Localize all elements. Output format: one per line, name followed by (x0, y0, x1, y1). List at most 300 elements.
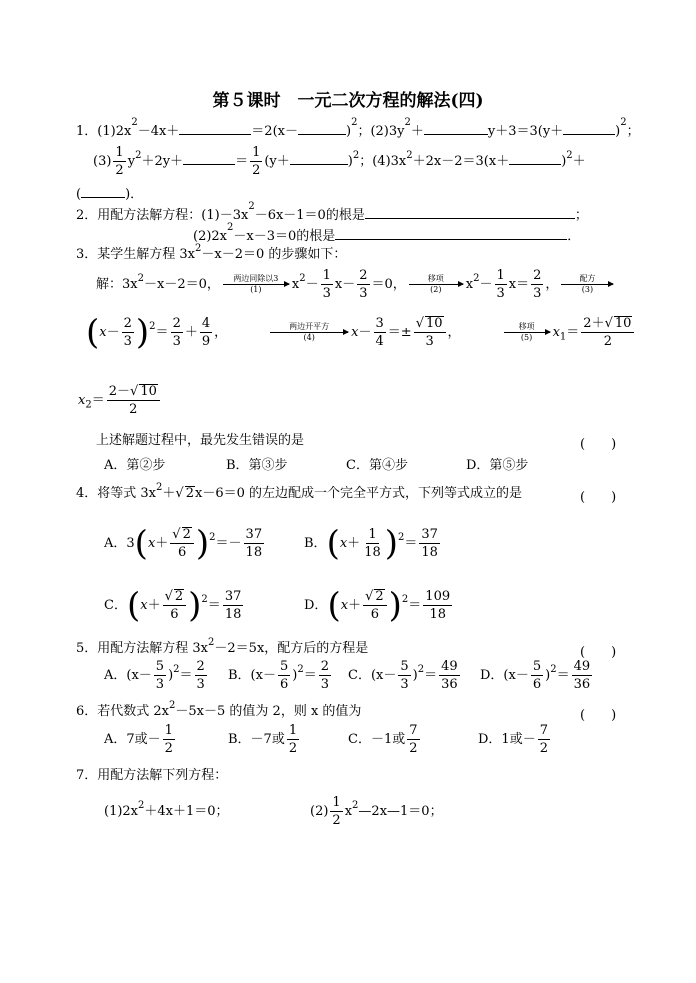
q4-option-c[interactable]: C．(x＋ $\frac{√ 2}{6}$ )$^2$＝ $\frac{37}{18}$ (104, 585, 242, 626)
q3-text: －x－2＝0 的步骤如下： (201, 247, 347, 262)
exponent: 2 (352, 150, 360, 161)
q7-text: —2x—1＝0； (358, 804, 443, 819)
q2-line1 (76, 201, 588, 224)
q4-text: ＋ (348, 598, 362, 613)
numerator: 7 (409, 723, 418, 738)
q3-text: x (99, 325, 107, 340)
exponent: 2 (131, 117, 138, 128)
q2-text: －6x－1＝0的根是 (254, 208, 365, 223)
denominator: 18 (224, 607, 242, 622)
q4-answer-paren[interactable]: ( ) (580, 490, 617, 505)
q4-text: ＋ (155, 536, 169, 551)
q1-text: ；(2)3y (357, 124, 405, 139)
q4-text: ＝ (408, 598, 422, 613)
fraction (321, 267, 333, 302)
fraction-sqrt: $\frac{2+√ 10}{2}$ (581, 315, 634, 350)
arrow-label: (3) (581, 285, 594, 294)
exponent: 2 (404, 117, 411, 128)
q1-text: ＋ (410, 124, 424, 139)
exponent: 2 (137, 273, 144, 284)
q6-answer-paren[interactable]: ( ) (580, 708, 617, 723)
q4-option-b[interactable]: B．(x＋ $\frac{1}{18}$ )$^2$＝ $\frac{37}{18}$ (304, 523, 438, 564)
exponent: 2 (138, 800, 145, 811)
fraction (538, 722, 550, 757)
radicand: 2 (174, 589, 184, 604)
q3-text: 解：3x (96, 277, 138, 292)
q1-text: ) (347, 154, 353, 169)
q4-text: ＝ (207, 598, 221, 613)
exponent: 2 (195, 243, 202, 254)
q3-text: ＋ (184, 325, 198, 340)
q3-step-line1 (96, 266, 616, 304)
fraction-sqrt: $\frac{√ 2}{6}$ (363, 588, 387, 623)
step-arrow-4 (270, 322, 348, 343)
q1-text: ＝2(x－ (251, 124, 298, 139)
subscript: 2 (85, 399, 92, 411)
exponent: 2 (398, 532, 405, 543)
denominator: 36 (441, 677, 458, 692)
q1-text: ； (626, 124, 640, 139)
q3-text: x (552, 325, 560, 340)
numerator: 3 (375, 316, 384, 331)
denominator: 18 (364, 545, 381, 560)
fraction (572, 658, 593, 693)
denominator: 18 (421, 545, 438, 560)
denominator: 2 (603, 334, 612, 349)
denominator: 2 (115, 163, 124, 178)
option-letter: C． (104, 598, 127, 613)
q1-line2 (93, 144, 586, 180)
q2-text: －x－3＝0的根是 (233, 229, 336, 244)
q2-number: 2． (76, 208, 98, 223)
numerator: 37 (224, 589, 242, 604)
fraction (423, 588, 452, 623)
arrow-label: 移项 (518, 322, 535, 331)
denominator: 36 (573, 677, 591, 692)
q2-text: ； (574, 208, 588, 223)
q6-text: 若代数式 2x (97, 704, 170, 719)
fraction (531, 658, 543, 693)
q3-text: ＝0， (371, 277, 406, 292)
numerator: 1 (368, 527, 377, 542)
denominator: 3 (359, 286, 368, 301)
step-arrow-3 (561, 274, 613, 295)
q4-stem: 4．将等式 $3x^2+√$ 2x－6＝0 的左边配成一个完全平方式，下列等式成立的是 (76, 482, 523, 501)
fraction (154, 658, 166, 693)
q3-text: － (358, 325, 372, 340)
denominator: 3 (425, 334, 434, 349)
fraction-sqrt: $\frac{√ 2}{6}$ (170, 526, 194, 561)
q3-text: －x－2＝0， (143, 277, 220, 292)
subscript: 1 (559, 331, 567, 343)
q5-answer-paren[interactable]: ( ) (580, 645, 617, 660)
radicand: 10 (426, 316, 443, 331)
fraction (531, 267, 543, 302)
q4-text: 将等式 3x (97, 486, 157, 501)
numerator: 2 (320, 659, 329, 674)
exponent: 2 (352, 800, 359, 811)
q1-text: ；(4)3x (359, 154, 407, 169)
q4-text: x (340, 598, 349, 613)
q3-text: x－ (334, 277, 356, 292)
fraction (495, 267, 507, 302)
denominator: 18 (245, 545, 263, 560)
numerator: 5 (532, 659, 542, 674)
q1-line1 (76, 117, 640, 140)
q3-text: ＝ (566, 325, 580, 340)
q5-text: ＝ (179, 668, 193, 683)
q4-text: － (228, 536, 242, 551)
denominator: 6 (279, 677, 289, 692)
q3-text: 2＋ (583, 316, 605, 331)
q3-text: x (78, 393, 86, 408)
radicand: 2 (182, 527, 191, 542)
q5-option-b[interactable] (228, 657, 333, 695)
fraction (244, 526, 265, 561)
q1-text: (y＋ (264, 154, 290, 169)
exponent: 2 (173, 664, 180, 675)
q1-blank-7[interactable] (509, 151, 561, 165)
q5-text: ) (545, 668, 551, 683)
q3-step-line2: (x－ $\frac{2}{3}$ )$^2$＝ $\frac{2}{3}$ ＋ $\frac{4}{9}$ ， 两边开平方 (4) x－ $\frac{3}{4}$ ＝± $\frac{√ 10}{3}$ ， 移项 (5) $x_1=$ $\frac{2+√ 10}{2}$ (86, 312, 636, 359)
q4-option-a[interactable]: A．3(x＋ $\frac{√ 2}{6}$ )$^2$＝－ $\frac{37}{18}$ (104, 523, 263, 564)
fraction (419, 526, 440, 561)
q6-stem (76, 700, 362, 720)
denominator: 9 (201, 334, 211, 349)
q1-text: ( (76, 187, 82, 202)
denominator: 2 (164, 741, 173, 756)
q5-option-a[interactable] (104, 657, 209, 695)
numerator: 1 (252, 145, 261, 160)
exponent: 2 (417, 664, 425, 675)
denominator: 3 (155, 677, 165, 692)
radicand: 2 (375, 589, 384, 604)
numerator: 1 (288, 723, 298, 738)
denominator: 2 (129, 402, 138, 417)
q7-text: ＋4x＋1＝0； (144, 804, 229, 819)
denominator: 2 (252, 163, 261, 178)
arrow-label: (2) (430, 285, 442, 294)
numerator: 2 (172, 316, 181, 331)
denominator: 3 (196, 677, 205, 692)
q1-blank-4[interactable] (563, 121, 615, 135)
fraction (439, 658, 460, 693)
q1-text: (3) (93, 154, 112, 169)
q5-text: 用配方法解方程 3x (97, 641, 209, 656)
q3-question: 上述解题过程中，最先发生错误的是 (96, 433, 305, 448)
q4-option-d[interactable]: D．(x＋ $\frac{√ 2}{6}$ )$^2$＝ $\frac{109}{18}$ (304, 585, 451, 626)
exponent: 2 (297, 664, 304, 675)
q1-blank-8[interactable] (81, 184, 125, 198)
fraction (122, 315, 134, 350)
step-arrow-1 (223, 274, 289, 295)
q3-text: ＝ (91, 393, 105, 408)
q4-text: ＝ (215, 536, 229, 551)
q2-text: ． (567, 229, 581, 244)
q7-text: 用配方法解下列方程： (97, 768, 228, 783)
denominator: 2 (332, 813, 341, 828)
q4-text: 3 (126, 536, 135, 551)
denominator: 2 (539, 741, 548, 756)
q1-text: ＋ (572, 154, 586, 169)
denominator: 3 (320, 677, 329, 692)
q4-text: ＋ (147, 598, 161, 613)
q5-option-c[interactable] (348, 657, 462, 695)
arrow-label: 两边开平方 (289, 322, 330, 331)
q4-text: x－6＝0 的左边配成一个完全平方式，下列等式成立的是 (195, 486, 523, 501)
numerator: 1 (496, 268, 505, 283)
q4-text: x (140, 598, 148, 613)
q3-option-c[interactable]: C．第④步 (346, 458, 408, 473)
radicand: 10 (614, 316, 632, 331)
q1-blank-5[interactable] (183, 151, 235, 165)
q4-text: ＝ (404, 536, 418, 551)
q4-text: ＋ (347, 536, 361, 551)
numerator: 37 (245, 527, 263, 542)
fraction (319, 658, 331, 693)
exponent: 2 (351, 117, 358, 128)
q6-number: 6． (76, 704, 98, 719)
q1-text: ＝ (235, 154, 249, 169)
denominator: 3 (533, 286, 542, 301)
fraction-sqrt: $\frac{2-√ 10}{2}$ (107, 383, 160, 418)
numerator: 2 (359, 268, 368, 283)
q5-text: ＝ (556, 668, 570, 683)
q3-number: 3． (76, 247, 98, 262)
numerator: 1 (332, 795, 341, 810)
q4-text: x (147, 536, 156, 551)
q1-text: ) (345, 124, 352, 139)
numerator: 2 (123, 316, 132, 331)
numerator: 4 (201, 316, 211, 331)
q3-step-line3 (78, 380, 162, 427)
q3-text: x＝ (508, 277, 530, 292)
fraction-half (250, 144, 262, 179)
exponent: 2 (209, 532, 216, 543)
exponent: 2 (406, 150, 413, 161)
q7-stem (76, 768, 227, 784)
numerator: 5 (155, 659, 165, 674)
numerator: 49 (573, 659, 591, 674)
denominator: 4 (375, 334, 384, 349)
q1-text: ＋2y＋ (141, 154, 184, 169)
arrow-label: 两边同除以3 (233, 274, 279, 283)
fraction (287, 722, 299, 757)
q5-text: ) (168, 668, 174, 683)
denominator: 3 (172, 334, 181, 349)
numerator: 5 (400, 659, 409, 674)
fraction (200, 315, 212, 350)
q2-text: 用配方法解方程：(1)－3x (97, 208, 249, 223)
q3-option-b[interactable]: B．第③步 (226, 458, 288, 473)
fraction (357, 267, 369, 302)
fraction (163, 722, 175, 757)
q1-blank-3[interactable] (424, 121, 488, 135)
q7-part-1 (104, 794, 229, 830)
q5-text: C．(x－ (348, 668, 397, 683)
denominator: 3 (400, 677, 409, 692)
exponent: 2 (566, 150, 573, 161)
exponent: 2 (169, 700, 176, 711)
q1-text: ) (615, 124, 621, 139)
denominator: 6 (170, 607, 179, 622)
q5-text: A．(x－ (104, 668, 152, 683)
q1-text: y＋3＝3(y＋ (487, 124, 564, 139)
q3-option-a[interactable]: A．第②步 (104, 458, 166, 473)
denominator: 6 (370, 607, 379, 622)
q5-text: ) (412, 668, 418, 683)
q3-intro (76, 243, 347, 263)
q1-text: y (127, 154, 136, 169)
fraction (407, 722, 419, 757)
numerator: 109 (425, 589, 451, 604)
denominator: 2 (288, 741, 298, 756)
q6-option-b[interactable] (228, 721, 301, 759)
exponent: 2 (156, 482, 163, 493)
q3-text: ， (447, 325, 461, 340)
q7-text: (1)2x (104, 804, 139, 819)
q1-blank-1[interactable] (179, 121, 251, 135)
fraction (195, 658, 207, 693)
q7-number: 7． (76, 768, 98, 783)
q5-text: B．(x－ (228, 668, 276, 683)
step-arrow-2 (409, 274, 463, 295)
q6-option-d[interactable] (478, 721, 552, 759)
q1-text: －4x＋ (137, 124, 180, 139)
q3-text: ， (214, 325, 228, 340)
q7-text: (2) (310, 804, 329, 819)
arrow-label: 移项 (427, 274, 444, 283)
option-letter: A． (104, 536, 127, 551)
fraction (278, 658, 290, 693)
exponent: 2 (201, 594, 208, 605)
denominator: 3 (496, 286, 505, 301)
option-letter: B． (304, 536, 327, 551)
q5-text: ＝ (424, 668, 438, 683)
fraction-sqrt: $\frac{√ 10}{3}$ (414, 315, 446, 350)
fraction-half (113, 144, 125, 179)
q5-text: D．(x－ (480, 668, 529, 683)
q3-text: － (106, 325, 120, 340)
fraction (223, 588, 244, 623)
fraction (398, 658, 410, 693)
q6-text: B．－7或 (228, 732, 285, 747)
numerator: 37 (421, 527, 438, 542)
q1-blank-2[interactable] (298, 121, 346, 135)
radicand: 10 (140, 384, 157, 399)
q1-blank-6[interactable] (290, 151, 348, 165)
q1-number: 1． (76, 124, 98, 139)
page-title: 第５课时 一元二次方程的解法(四) (212, 91, 484, 111)
q3-text: － (479, 277, 493, 292)
q3-text: x (351, 325, 359, 340)
numerator: 5 (279, 659, 289, 674)
q3-option-d[interactable]: D．第⑤步 (466, 458, 529, 473)
q4-text: ＋ (162, 486, 176, 501)
q6-option-c[interactable] (348, 721, 422, 759)
q3-text: x (291, 277, 300, 292)
denominator: 6 (177, 545, 187, 560)
exponent: 2 (620, 117, 627, 128)
arrow-label: 配方 (579, 274, 596, 283)
denominator: 6 (532, 677, 542, 692)
denominator: 18 (429, 607, 446, 622)
q1-text: ) (561, 154, 567, 169)
numerator: 1 (164, 723, 173, 738)
q3-text: x (465, 277, 474, 292)
q6-text: A．7或－ (104, 732, 161, 747)
exponent: 2 (401, 594, 409, 605)
q5-number: 5． (76, 641, 98, 656)
q3-text: － (305, 277, 319, 292)
numerator: 1 (115, 145, 124, 160)
q5-stem (76, 637, 369, 657)
q3-text: ＝ (155, 325, 169, 340)
arrow-label: (4) (303, 333, 315, 342)
q2-line2 (193, 222, 581, 245)
exponent: 2 (149, 321, 156, 332)
numerator: 2 (533, 268, 542, 283)
q3-text: 2－ (108, 384, 131, 399)
q7-part-2 (310, 794, 443, 830)
arrow-label: (1) (250, 285, 262, 294)
q2-blank-1[interactable] (365, 205, 575, 219)
numerator: 1 (322, 268, 331, 283)
option-letter: D． (304, 598, 328, 613)
q2-text: (2)2x (193, 229, 228, 244)
q6-text: D．1或－ (478, 732, 536, 747)
numerator: 49 (441, 659, 458, 674)
radicand: 2 (185, 486, 194, 501)
q1-text: )． (125, 187, 144, 202)
fraction-sqrt: $\frac{√ 2}{6}$ (163, 588, 187, 623)
q1-line3 (76, 184, 143, 203)
fraction-half (330, 794, 342, 829)
exponent: 2 (299, 273, 306, 284)
exponent: 2 (135, 150, 142, 161)
denominator: 3 (322, 286, 331, 301)
numerator: 2 (196, 659, 205, 674)
q4-text: x (339, 536, 348, 551)
exponent: 2 (550, 664, 557, 675)
fraction (374, 315, 386, 350)
denominator: 2 (409, 741, 418, 756)
q2-blank-2[interactable] (335, 226, 567, 240)
q6-text: －5x－5 的值为 2，则 x 的值为 (175, 704, 362, 719)
exponent: 2 (473, 273, 480, 284)
q3-text: 某学生解方程 3x (97, 247, 196, 262)
fraction (362, 526, 383, 561)
q5-text: －2＝5x，配方后的方程是 (214, 641, 369, 656)
q5-text: ＝ (303, 668, 317, 683)
q6-text: C．－1或 (348, 732, 406, 747)
q6-option-a[interactable] (104, 721, 177, 759)
q1-text: (1)2x (97, 124, 132, 139)
exponent: 2 (248, 201, 255, 212)
q3-text: ＝± (387, 325, 412, 340)
arrow-label: (5) (520, 333, 533, 342)
q4-number: 4． (76, 486, 98, 501)
q3-answer-paren[interactable]: ( ) (580, 437, 617, 452)
q3-text: ， (545, 277, 559, 292)
step-arrow-5 (504, 322, 550, 343)
exponent: 2 (227, 222, 234, 233)
q7-text: x (344, 804, 353, 819)
q5-option-d[interactable] (480, 657, 594, 695)
denominator: 3 (123, 334, 132, 349)
q1-text: ＋2x－2＝3(x＋ (412, 154, 510, 169)
fraction (171, 315, 183, 350)
